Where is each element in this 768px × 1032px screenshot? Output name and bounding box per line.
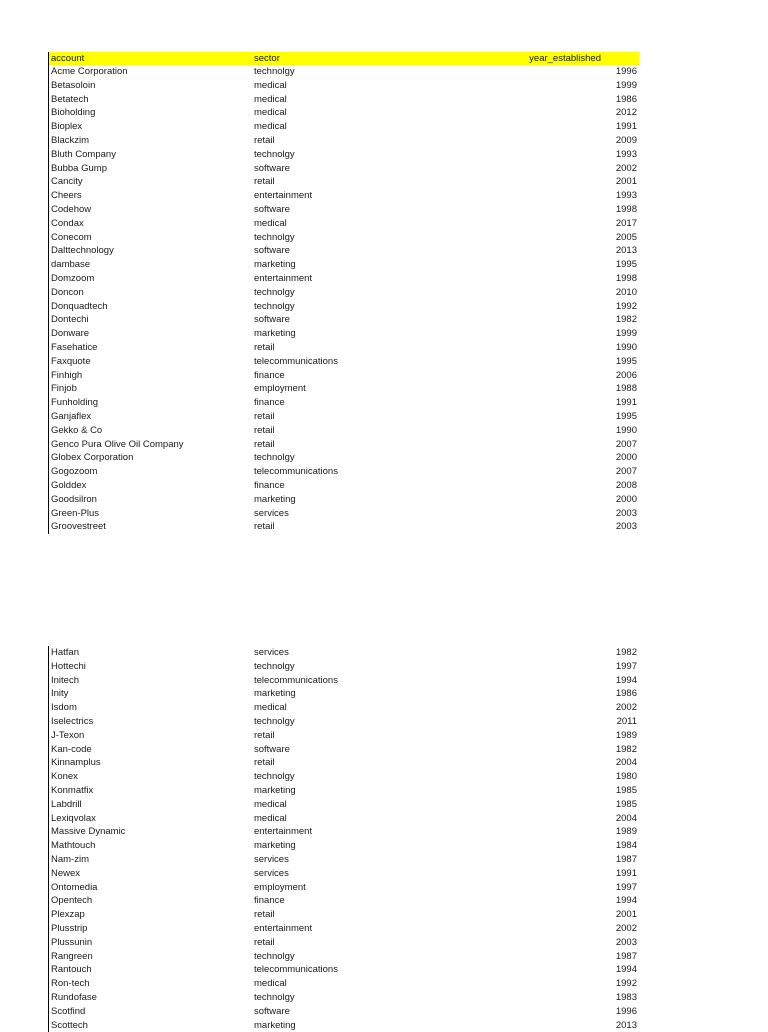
sector-cell: technolgy [254, 286, 295, 298]
year-cell: 2005 [615, 231, 637, 243]
table-row [49, 687, 639, 701]
sector-cell: entertainment [254, 826, 313, 838]
table-row [49, 729, 639, 743]
sheet-table-top [48, 52, 639, 534]
table-row [49, 936, 639, 950]
account-cell: Bluth Company [51, 148, 116, 160]
table-row [49, 65, 639, 79]
year-cell: 2017 [615, 217, 637, 229]
table-body-top [49, 65, 639, 534]
account-cell: Bioplex [51, 121, 83, 133]
table-row [49, 991, 639, 1005]
year-cell: 1997 [615, 660, 637, 672]
year-cell: 2007 [615, 466, 637, 478]
account-cell: Hatfan [51, 647, 79, 658]
table-row [49, 798, 639, 812]
table-row [49, 825, 639, 839]
sector-cell: retail [254, 134, 275, 146]
year-cell: 1987 [615, 853, 637, 865]
table-row [49, 203, 639, 217]
sector-cell: technolgy [254, 300, 295, 312]
year-cell: 1995 [615, 410, 637, 422]
table-row [49, 465, 639, 479]
account-cell: Cancity [51, 176, 83, 188]
table-row [49, 396, 639, 410]
year-cell: 1982 [615, 647, 637, 658]
year-cell: 2003 [615, 936, 637, 948]
table-row [49, 950, 639, 964]
account-cell: Betasoloin [51, 79, 96, 91]
sector-cell: retail [254, 909, 275, 921]
sector-cell: services [254, 647, 289, 658]
sector-cell: marketing [254, 840, 296, 852]
sector-cell: services [254, 867, 289, 879]
sector-cell: medical [254, 217, 287, 229]
year-cell: 2012 [615, 107, 637, 119]
account-cell: Acme Corporation [51, 66, 128, 77]
header-account: account [51, 53, 85, 64]
account-cell: Newex [51, 867, 81, 879]
table-row [49, 520, 639, 534]
account-cell: Mathtouch [51, 840, 96, 852]
account-cell: J-Texon [51, 729, 85, 741]
header-sector: sector [254, 53, 280, 64]
account-cell: Hottechi [51, 660, 86, 672]
year-cell: 2007 [615, 438, 637, 450]
sector-cell: retail [254, 341, 275, 353]
sector-cell: marketing [254, 784, 296, 796]
sector-cell: retail [254, 936, 275, 948]
sector-cell: entertainment [254, 272, 313, 284]
table-row [49, 272, 639, 286]
table-row [49, 839, 639, 853]
sector-cell: finance [254, 895, 285, 907]
table-row [49, 148, 639, 162]
table-row [49, 175, 639, 189]
table-row [49, 1019, 639, 1032]
account-cell: Kan-code [51, 743, 92, 755]
account-cell: dambase [51, 259, 91, 271]
table-row [49, 106, 639, 120]
account-cell: Genco Pura Olive Oil Company [51, 438, 184, 450]
year-cell: 2006 [615, 369, 637, 381]
sector-cell: employment [254, 881, 306, 893]
account-cell: Doncon [51, 286, 84, 298]
account-cell: Donquadtech [51, 300, 108, 312]
table-row [49, 258, 639, 272]
sector-cell: entertainment [254, 190, 313, 202]
account-cell: Plussunin [51, 936, 93, 948]
year-cell: 1982 [615, 743, 637, 755]
table-row [49, 313, 639, 327]
table-row [49, 743, 639, 757]
sector-cell: software [254, 245, 290, 257]
sector-cell: retail [254, 410, 275, 422]
sector-cell: marketing [254, 1019, 296, 1031]
table-row [49, 507, 639, 521]
sector-cell: software [254, 1005, 290, 1017]
sector-cell: marketing [254, 259, 296, 271]
table-row [49, 922, 639, 936]
account-cell: Donware [51, 328, 90, 340]
sector-cell: retail [254, 757, 275, 769]
year-cell: 1992 [615, 978, 637, 990]
account-cell: Scottech [51, 1019, 88, 1031]
year-cell: 1984 [615, 840, 637, 852]
year-cell: 1996 [615, 1005, 637, 1017]
table-row [49, 1005, 639, 1019]
table-row [49, 493, 639, 507]
account-cell: Rangreen [51, 950, 93, 962]
sector-cell: finance [254, 479, 285, 491]
year-cell: 2000 [615, 452, 637, 464]
sector-cell: telecommunications [254, 674, 338, 686]
year-cell: 1990 [615, 424, 637, 436]
account-cell: Rundofase [51, 991, 97, 1003]
account-cell: Kinnamplus [51, 757, 101, 769]
sector-cell: finance [254, 369, 285, 381]
sector-cell: medical [254, 107, 287, 119]
sector-cell: retail [254, 176, 275, 188]
header-row [49, 52, 639, 65]
year-cell: 2004 [615, 757, 637, 769]
sector-cell: finance [254, 397, 285, 409]
account-cell: Gekko & Co [51, 424, 103, 436]
year-cell: 1980 [615, 771, 637, 783]
account-cell: Inity [51, 688, 69, 700]
sector-cell: technolgy [254, 452, 295, 464]
year-cell: 1988 [615, 383, 637, 395]
account-cell: Betatech [51, 93, 89, 105]
sector-cell: retail [254, 424, 275, 436]
sector-cell: technolgy [254, 991, 295, 1003]
table-row [49, 231, 639, 245]
year-cell: 2000 [615, 493, 637, 505]
account-cell: Domzoom [51, 272, 95, 284]
table-row [49, 715, 639, 729]
account-cell: Ganjaflex [51, 410, 92, 422]
sector-cell: employment [254, 383, 306, 395]
table-row [49, 93, 639, 107]
account-cell: Finjob [51, 383, 77, 395]
table-row [49, 300, 639, 314]
table-row [49, 977, 639, 991]
year-cell: 1986 [615, 688, 637, 700]
table-body-bottom [49, 646, 639, 1032]
table-row [49, 881, 639, 895]
table-row [49, 382, 639, 396]
year-cell: 1993 [615, 190, 637, 202]
account-cell: Goodsilron [51, 493, 97, 505]
year-cell: 1997 [615, 881, 637, 893]
sector-cell: retail [254, 438, 275, 450]
sector-cell: technolgy [254, 715, 295, 727]
sector-cell: technolgy [254, 950, 295, 962]
year-cell: 1998 [615, 272, 637, 284]
account-cell: Lexiqvolax [51, 812, 96, 824]
year-cell: 2009 [615, 134, 637, 146]
table-row [49, 189, 639, 203]
account-cell: Codehow [51, 203, 92, 215]
year-cell: 2013 [615, 245, 637, 257]
table-row [49, 162, 639, 176]
year-cell: 1992 [615, 300, 637, 312]
table-row [49, 355, 639, 369]
sector-cell: medical [254, 812, 287, 824]
sector-cell: technolgy [254, 231, 295, 243]
year-cell: 1987 [615, 950, 637, 962]
year-cell: 1986 [615, 93, 637, 105]
account-cell: Dontechi [51, 314, 89, 326]
account-cell: Faxquote [51, 355, 91, 367]
table-row [49, 646, 639, 660]
year-cell: 1989 [615, 826, 637, 838]
year-cell: 1985 [615, 784, 637, 796]
sector-cell: software [254, 314, 290, 326]
table-row [49, 963, 639, 977]
year-cell: 2002 [615, 922, 637, 934]
year-cell: 1999 [615, 79, 637, 91]
year-cell: 2002 [615, 702, 637, 714]
sector-cell: technolgy [254, 148, 295, 160]
year-cell: 2011 [616, 715, 637, 727]
account-cell: Fasehatice [51, 341, 98, 353]
account-cell: Scotfind [51, 1005, 86, 1017]
table-row [49, 451, 639, 465]
sector-cell: medical [254, 702, 287, 714]
account-cell: Konex [51, 771, 78, 783]
table-row [49, 286, 639, 300]
year-cell: 1983 [615, 991, 637, 1003]
account-cell: Dalttechnology [51, 245, 114, 257]
account-cell: Green-Plus [51, 507, 100, 519]
table-row [49, 120, 639, 134]
sector-cell: technolgy [254, 66, 295, 77]
year-cell: 1993 [615, 148, 637, 160]
table-row [49, 701, 639, 715]
sector-cell: retail [254, 729, 275, 741]
account-cell: Ontomedia [51, 881, 98, 893]
table-row [49, 424, 639, 438]
sector-cell: services [254, 853, 289, 865]
sector-cell: medical [254, 93, 287, 105]
table-row [49, 479, 639, 493]
table-row [49, 784, 639, 798]
sector-cell: telecommunications [254, 964, 338, 976]
sector-cell: services [254, 507, 289, 519]
sector-cell: software [254, 203, 290, 215]
table-row [49, 674, 639, 688]
account-cell: Massive Dynamic [51, 826, 126, 838]
year-cell: 2013 [615, 1019, 637, 1031]
sector-cell: technolgy [254, 771, 295, 783]
table-row [49, 660, 639, 674]
sector-cell: software [254, 162, 290, 174]
sector-cell: marketing [254, 493, 296, 505]
account-cell: Gogozoom [51, 466, 98, 478]
table-row [49, 908, 639, 922]
year-cell: 1995 [615, 355, 637, 367]
table-row [49, 756, 639, 770]
table-row [49, 770, 639, 784]
sector-cell: medical [254, 79, 287, 91]
year-cell: 1999 [615, 328, 637, 340]
year-cell: 1985 [615, 798, 637, 810]
account-cell: Bubba Gump [51, 162, 107, 174]
account-cell: Conecom [51, 231, 92, 243]
table-row [49, 217, 639, 231]
table-row [49, 369, 639, 383]
account-cell: Iselectrics [51, 715, 94, 727]
sector-cell: telecommunications [254, 466, 338, 478]
account-cell: Plusstrip [51, 922, 88, 934]
sector-cell: marketing [254, 328, 296, 340]
table-row [49, 867, 639, 881]
table-row [49, 438, 639, 452]
table-row [49, 244, 639, 258]
account-cell: Funholding [51, 397, 99, 409]
header-year-established: year_established [529, 53, 601, 64]
account-cell: Bioholding [51, 107, 96, 119]
year-cell: 2010 [615, 286, 637, 298]
account-cell: Golddex [51, 479, 87, 491]
year-cell: 2002 [615, 162, 637, 174]
year-cell: 1991 [615, 121, 637, 133]
table-row [49, 327, 639, 341]
account-cell: Konmatfix [51, 784, 94, 796]
account-cell: Blackzim [51, 134, 90, 146]
table-row [49, 79, 639, 93]
table-row [49, 853, 639, 867]
year-cell: 2003 [615, 507, 637, 519]
year-cell: 1996 [615, 66, 637, 77]
sector-cell: technolgy [254, 660, 295, 672]
table-row [49, 894, 639, 908]
year-cell: 2001 [615, 176, 637, 188]
year-cell: 2003 [615, 521, 637, 533]
account-cell: Rantouch [51, 964, 92, 976]
year-cell: 1982 [615, 314, 637, 326]
sector-cell: medical [254, 978, 287, 990]
year-cell: 1994 [615, 674, 637, 686]
account-cell: Groovestreet [51, 521, 106, 533]
sector-cell: marketing [254, 688, 296, 700]
account-cell: Cheers [51, 190, 82, 202]
sector-cell: medical [254, 121, 287, 133]
sector-cell: software [254, 743, 290, 755]
year-cell: 1989 [615, 729, 637, 741]
sector-cell: retail [254, 521, 275, 533]
account-cell: Finhigh [51, 369, 83, 381]
sector-cell: entertainment [254, 922, 313, 934]
table-row [49, 341, 639, 355]
year-cell: 2008 [615, 479, 637, 491]
account-cell: Nam-zim [51, 853, 89, 865]
sector-cell: telecommunications [254, 355, 338, 367]
table-row [49, 134, 639, 148]
table-row [49, 410, 639, 424]
year-cell: 1991 [615, 397, 637, 409]
account-cell: Isdom [51, 702, 77, 714]
sheet-table-bottom [48, 646, 639, 1032]
sector-cell: medical [254, 798, 287, 810]
year-cell: 1995 [615, 259, 637, 271]
year-cell: 2004 [615, 812, 637, 824]
account-cell: Condax [51, 217, 84, 229]
year-cell: 2001 [615, 909, 637, 921]
year-cell: 1994 [615, 964, 637, 976]
account-cell: Globex Corporation [51, 452, 134, 464]
year-cell: 1990 [615, 341, 637, 353]
account-cell: Ron-tech [51, 978, 90, 990]
table-row [49, 812, 639, 826]
account-cell: Initech [51, 674, 79, 686]
account-cell: Opentech [51, 895, 93, 907]
year-cell: 1998 [615, 203, 637, 215]
year-cell: 1991 [615, 867, 637, 879]
account-cell: Plexzap [51, 909, 85, 921]
account-cell: Labdrill [51, 798, 82, 810]
year-cell: 1994 [615, 895, 637, 907]
